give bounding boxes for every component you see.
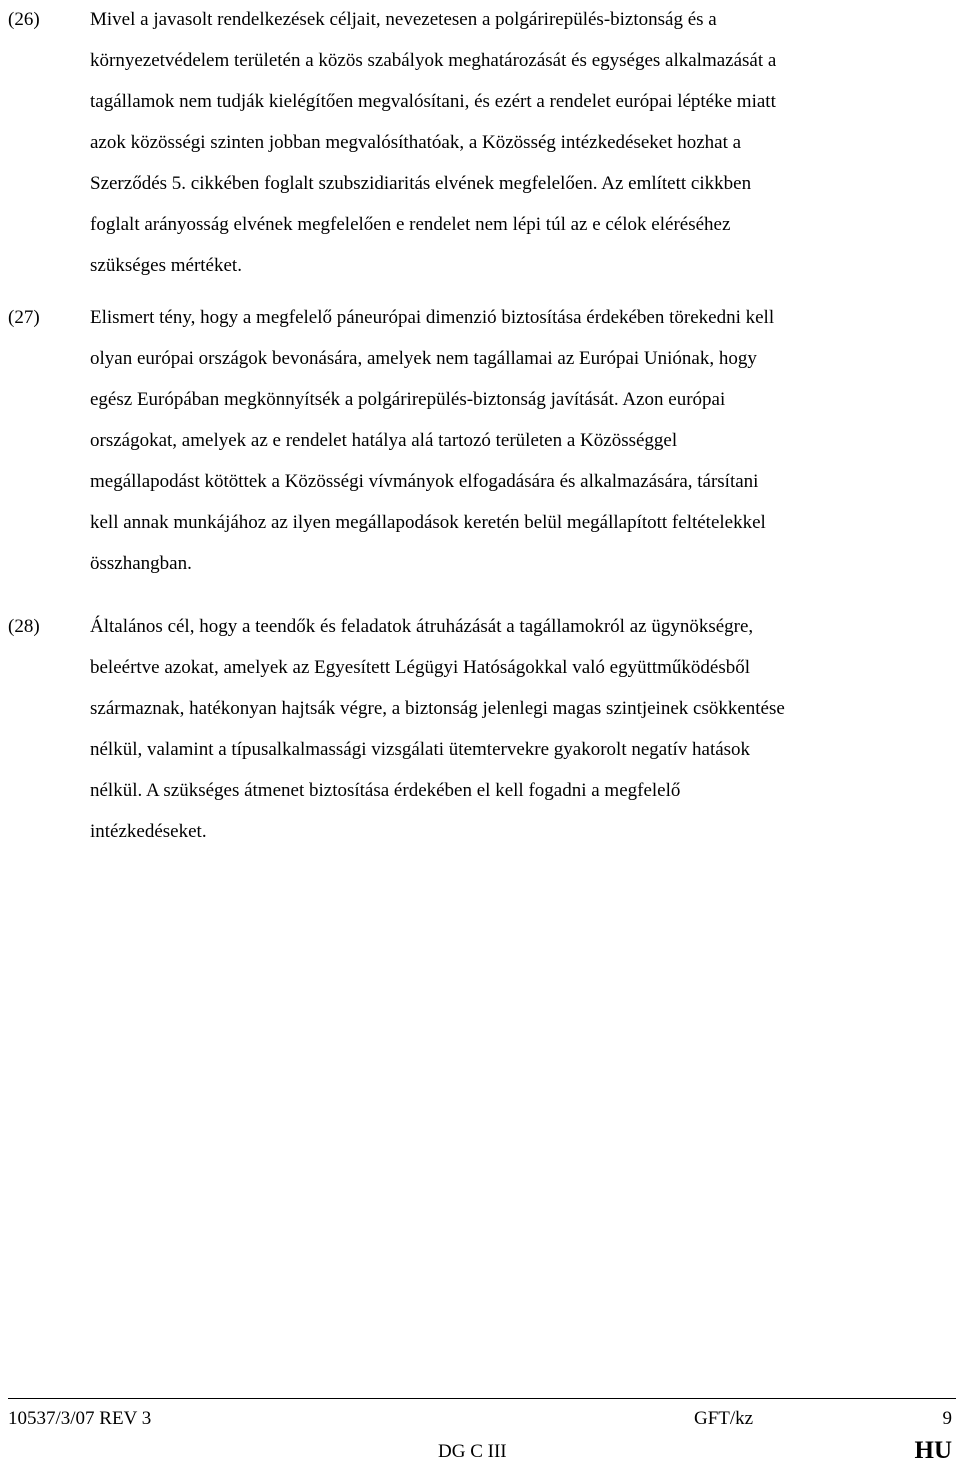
- text-line: tagállamok nem tudják kielégítően megvalósítani, és ezért a rendelet európai léptéke miatt: [90, 91, 776, 112]
- footer-initials: GFT/kz: [694, 1408, 754, 1429]
- footer-page-number: 9: [942, 1408, 952, 1429]
- text-line: szükséges mértéket.: [90, 255, 242, 276]
- text-line: olyan európai országok bevonására, amelyek nem tagállamai az Európai Uniónak, hogy: [90, 348, 757, 369]
- text-line: azok közösségi szinten jobban megvalósíthatóak, a Közösség intézkedéseket hozhat a: [90, 132, 742, 153]
- recital-number: (28): [8, 616, 40, 637]
- footer-directorate: DG C III: [438, 1441, 507, 1462]
- text-line: nélkül, valamint a típusalkalmassági vizsgálati ütemtervekre gyakorolt negatív hatások: [90, 739, 751, 760]
- text-line: megállapodást kötöttek a Közösségi vívmányok elfogadására és alkalmazására, társítani: [90, 471, 759, 492]
- text-line: foglalt arányosság elvének megfelelően e rendelet nem lépi túl az e célok eléréséhez: [90, 214, 731, 235]
- recital-number: (26): [8, 9, 40, 30]
- footer-divider: [8, 1398, 956, 1399]
- footer-document-ref: 10537/3/07 REV 3: [8, 1408, 152, 1429]
- text-line: környezetvédelem területén a közös szabályok meghatározását és egységes alkalmazását a: [90, 50, 777, 71]
- text-line: Szerződés 5. cikkében foglalt szubszidiaritás elvének megfelelően. Az említett cikkben: [90, 173, 752, 194]
- text-line: országokat, amelyek az e rendelet hatálya alá tartozó területen a Közösséggel: [90, 430, 678, 451]
- recital-text: [90, 297, 958, 584]
- text-line: összhangban.: [90, 553, 192, 574]
- text-line: intézkedéseket.: [90, 821, 207, 842]
- text-line: Mivel a javasolt rendelkezések céljait, nevezetesen a polgárirepülés-biztonság és a: [90, 9, 717, 30]
- text-line: Elismert tény, hogy a megfelelő páneurópai dimenzió biztosítása érdekében törekedni kell: [90, 307, 775, 328]
- footer-language-code: HU: [914, 1437, 952, 1464]
- text-line: nélkül. A szükséges átmenet biztosítása érdekében el kell fogadni a megfelelő: [90, 780, 681, 801]
- recital-number: (27): [8, 307, 40, 328]
- recital-text: [90, 0, 958, 286]
- text-line: kell annak munkájához az ilyen megállapodások keretén belül megállapított feltételekkel: [90, 512, 766, 533]
- text-line: beleértve azokat, amelyek az Egyesített Légügyi Hatóságokkal való együttműködésből: [90, 657, 751, 678]
- recital-text: [90, 606, 958, 852]
- text-line: származnak, hatékonyan hajtsák végre, a biztonság jelenlegi magas szintjeinek csökkentése: [90, 698, 785, 719]
- text-line: egész Európában megkönnyítsék a polgárirepülés-biztonság javítását. Azon európai: [90, 389, 726, 410]
- text-line: Általános cél, hogy a teendők és feladatok átruházását a tagállamokról az ügynökségre,: [90, 616, 754, 637]
